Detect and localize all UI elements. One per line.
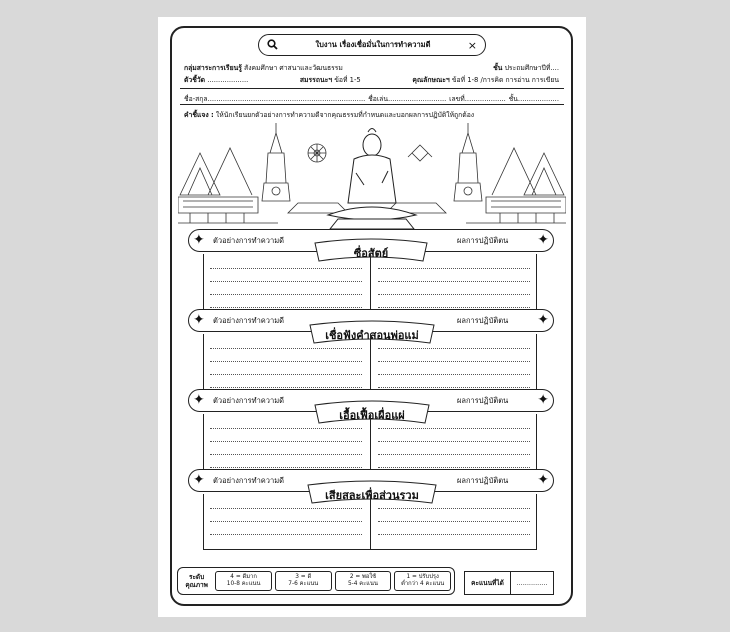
- attribute-value: ข้อที่ 1-8 /การคิด การอ่าน การเขียน: [451, 76, 559, 84]
- sparkle-icon: ✦: [537, 472, 549, 488]
- worksheet-title: ใบงาน เรื่องเชื่อมั่นในการทำความดี: [315, 40, 431, 49]
- sparkle-icon: ✦: [193, 312, 205, 328]
- class-field[interactable]: ชั้น...................: [508, 95, 559, 103]
- example-label: ตัวอย่างการทำความดี: [213, 316, 285, 325]
- quality-rating-table: [177, 567, 455, 595]
- virtue-title: เชื่อฟังคำสอนพ่อแม่: [325, 329, 419, 342]
- example-label: ตัวอย่างการทำความดี: [213, 476, 285, 485]
- competency-value: ข้อที่ 1-5: [334, 76, 361, 84]
- virtue-title: ซื่อสัตย์: [353, 247, 389, 260]
- virtue-title: เสียสละเพื่อส่วนรวม: [325, 489, 419, 502]
- rating-level: 3 = ดี 7-6 คะแนน: [275, 571, 332, 591]
- sparkle-icon: ✦: [193, 472, 205, 488]
- header-divider: [180, 88, 564, 89]
- buddha-temple-illustration: [178, 123, 566, 233]
- nickname-field[interactable]: ชื่อเล่น...........................: [368, 95, 447, 103]
- answer-box[interactable]: [203, 414, 537, 474]
- info-divider: [180, 104, 564, 105]
- indicator-row: [184, 74, 559, 85]
- sparkle-icon: ✦: [193, 392, 205, 408]
- sparkle-icon: ✦: [193, 232, 205, 248]
- rating-level: 4 = ดีมาก 10-8 คะแนน: [215, 571, 272, 591]
- score-value[interactable]: ...............: [516, 579, 548, 587]
- sparkle-icon: ✦: [537, 232, 549, 248]
- name-field[interactable]: ชื่อ-สกุล.........................................................................: [184, 95, 366, 103]
- result-label: ผลการปฏิบัติตน: [457, 316, 509, 325]
- indicator-value: ...................: [207, 76, 249, 84]
- virtue-title: เอื้อเฟื้อเผื่อแผ่: [339, 409, 405, 422]
- competency-label: สมรรถนะฯ: [299, 76, 333, 84]
- score-box: [464, 571, 554, 595]
- attribute-label: คุณลักษณะฯ: [412, 76, 450, 84]
- sparkle-icon: ✦: [537, 312, 549, 328]
- rating-level: 1 = ปรับปรุง ต่ำกว่า 4 คะแนน: [394, 571, 451, 591]
- score-label: คะแนนที่ได้: [465, 572, 511, 594]
- group-value: สังคมศึกษา ศาสนาและวัฒนธรรม: [244, 64, 343, 72]
- sparkle-icon: ✦: [537, 392, 549, 408]
- answer-box[interactable]: [203, 254, 537, 314]
- search-icon: [267, 39, 279, 52]
- worksheet-page: [158, 17, 586, 617]
- grade-value: ประถมศึกษาปีที่....: [504, 64, 559, 72]
- group-label: กลุ่มสาระการเรียนรู้: [184, 64, 242, 72]
- close-icon[interactable]: ×: [467, 38, 477, 52]
- answer-box[interactable]: [203, 494, 537, 550]
- title-search-bar[interactable]: [258, 34, 486, 56]
- example-label: ตัวอย่างการทำความดี: [213, 236, 285, 245]
- result-label: ผลการปฏิบัติตน: [457, 476, 509, 485]
- result-label: ผลการปฏิบัติตน: [457, 396, 509, 405]
- instruction-row: [184, 109, 559, 120]
- grade-label: ชั้น: [493, 64, 503, 72]
- rating-label: ระดับคุณภาพ: [185, 573, 208, 589]
- number-field[interactable]: เลขที่...................: [449, 95, 506, 103]
- student-info-row: [184, 93, 559, 104]
- example-label: ตัวอย่างการทำความดี: [213, 396, 285, 405]
- indicator-label: ตัวชี้วัด: [184, 76, 206, 84]
- subject-row: [184, 62, 559, 73]
- instruction-text: ให้นักเรียนยกตัวอย่างการทำความดีจากคุณธรรมที่กำหนดและบอกผลการปฏิบัติให้ถูกต้อง: [215, 111, 475, 119]
- instruction-label: คำชี้แจง :: [184, 111, 214, 119]
- result-label: ผลการปฏิบัติตน: [457, 236, 509, 245]
- rating-level: 2 = พอใช้ 5-4 คะแนน: [335, 571, 392, 591]
- answer-box[interactable]: [203, 334, 537, 394]
